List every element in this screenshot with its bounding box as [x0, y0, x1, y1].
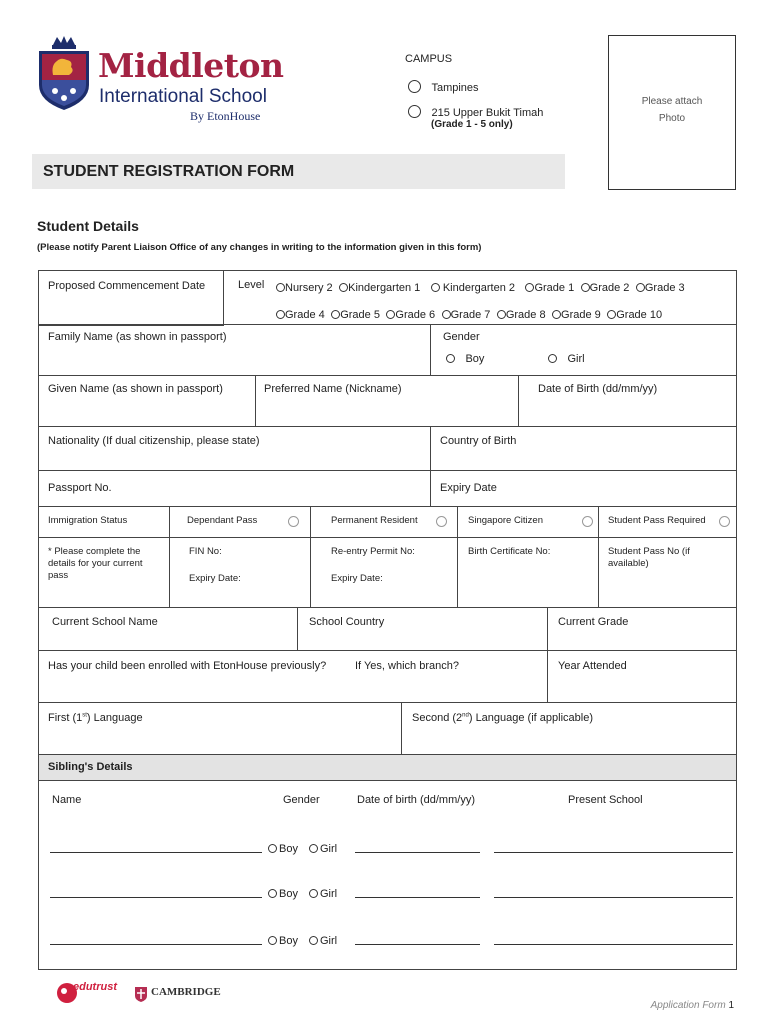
dependant-pass-radio[interactable] [288, 516, 299, 527]
radio-icon[interactable] [408, 105, 421, 118]
school-crest-icon [37, 35, 91, 111]
sibling-name-line[interactable] [50, 852, 262, 853]
edutrust-logo [55, 979, 117, 1011]
complete-note: * Please complete the details for your current pass [48, 546, 143, 581]
gender-boy-option[interactable]: Boy [446, 349, 484, 367]
sibling-col-name: Name [52, 794, 82, 806]
level-option[interactable]: Grade 3 [636, 282, 685, 294]
photo-line2: Photo [658, 113, 686, 124]
gender-label: Gender [443, 331, 480, 343]
siblings-heading: Sibling's Details [48, 761, 133, 773]
nationality-label: Nationality (If dual citizenship, please state) [48, 435, 260, 447]
singapore-citizen-label: Singapore Citizen [468, 515, 543, 526]
family-name-label: Family Name (as shown in passport) [48, 331, 227, 343]
level-option[interactable]: Grade 2 [581, 282, 630, 294]
campus-option-label: Tampines [431, 82, 479, 94]
level-option[interactable]: Grade 6 [386, 309, 435, 321]
sibling-boy-option[interactable]: Boy [268, 839, 298, 857]
fin-expiry-label: Expiry Date: [189, 573, 241, 584]
brand-name: Middleton [98, 46, 284, 85]
photo-line1: Please attach [641, 96, 703, 107]
fin-no-label: FIN No: [189, 546, 222, 557]
sibling-dob-line[interactable] [355, 852, 480, 853]
siblings-heading-bar [39, 755, 736, 781]
sibling-name-line[interactable] [50, 897, 262, 898]
student-pass-required-radio[interactable] [719, 516, 730, 527]
campus-label: CAMPUS [405, 53, 453, 65]
sibling-dob-line[interactable] [355, 944, 480, 945]
singapore-citizen-radio[interactable] [582, 516, 593, 527]
year-attended-label: Year Attended [558, 660, 627, 672]
level-options-row1 [276, 278, 687, 296]
reentry-expiry-label: Expiry Date: [331, 573, 383, 584]
sibling-dob-line[interactable] [355, 897, 480, 898]
brand-by: By EtonHouse [190, 109, 261, 123]
birth-cert-label: Birth Certificate No: [468, 546, 551, 557]
sibling-girl-option[interactable]: Girl [309, 931, 337, 949]
enrolled-question: Has your child been enrolled with EtonHouse previously? [48, 660, 327, 672]
sibling-girl-option[interactable]: Girl [309, 839, 337, 857]
given-name-label: Given Name (as shown in passport) [48, 383, 223, 395]
first-language-label: First (1st) Language [48, 712, 143, 724]
sibling-school-line[interactable] [494, 897, 733, 898]
level-option[interactable]: Grade 4 [276, 309, 325, 321]
commencement-label: Proposed Commencement Date [48, 280, 206, 292]
sibling-school-line[interactable] [494, 852, 733, 853]
level-option[interactable]: Kindergarten 2 [431, 282, 515, 294]
campus-note: (Grade 1 - 5 only) [431, 119, 513, 130]
immigration-label: Immigration Status [48, 515, 128, 526]
radio-icon[interactable] [408, 80, 421, 93]
student-pass-no-label: Student Pass No (if available) [608, 546, 690, 569]
level-option[interactable]: Grade 9 [552, 309, 601, 321]
country-birth-label: Country of Birth [440, 435, 517, 447]
sibling-school-line[interactable] [494, 944, 733, 945]
page-footer-label: Application Form 1 [650, 1000, 734, 1011]
cambridge-text: CAMBRIDGE [151, 986, 221, 998]
cambridge-logo [134, 985, 221, 1011]
page-number: 1 [728, 1000, 734, 1011]
level-option[interactable]: Grade 5 [331, 309, 380, 321]
brand-subtitle: International School [99, 86, 267, 107]
form-title: STUDENT REGISTRATION FORM [43, 163, 295, 180]
level-options-row2 [276, 305, 664, 323]
preferred-name-label: Preferred Name (Nickname) [264, 383, 402, 395]
level-option[interactable]: Grade 1 [525, 282, 574, 294]
permanent-resident-radio[interactable] [436, 516, 447, 527]
sibling-name-line[interactable] [50, 944, 262, 945]
reentry-permit-label: Re-entry Permit No: [331, 546, 415, 557]
photo-box[interactable] [608, 35, 736, 190]
level-option[interactable]: Grade 7 [442, 309, 491, 321]
level-option[interactable]: Nursery 2 [276, 282, 333, 294]
edutrust-text: edutrust [73, 981, 117, 993]
sibling-girl-option[interactable]: Girl [309, 884, 337, 902]
sibling-col-gender: Gender [283, 794, 320, 806]
dependant-pass-label: Dependant Pass [187, 515, 258, 526]
student-details-note: (Please notify Parent Liaison Office of any changes in writing to the information given in this form) [37, 242, 482, 253]
second-language-label: Second (2nd) Language (if applicable) [412, 712, 593, 724]
sibling-boy-option[interactable]: Boy [268, 931, 298, 949]
passport-label: Passport No. [48, 482, 112, 494]
form-title-bar [32, 154, 565, 189]
level-option[interactable]: Kindergarten 1 [339, 282, 420, 294]
current-grade-label: Current Grade [558, 616, 629, 628]
level-label: Level [238, 279, 265, 291]
school-country-label: School Country [309, 616, 385, 628]
current-school-label: Current School Name [52, 616, 158, 628]
gender-girl-option[interactable]: Girl [548, 349, 585, 367]
level-option[interactable]: Grade 10 [607, 309, 662, 321]
dob-label: Date of Birth (dd/mm/yy) [538, 383, 658, 395]
sibling-boy-option[interactable]: Boy [268, 884, 298, 902]
campus-option-tampines[interactable] [408, 78, 479, 96]
sibling-col-dob: Date of birth (dd/mm/yy) [357, 794, 475, 806]
permanent-resident-label: Permanent Resident [331, 515, 418, 526]
sibling-col-school: Present School [568, 794, 643, 806]
campus-option-label: 215 Upper Bukit Timah [431, 107, 544, 119]
student-pass-required-label: Student Pass Required [608, 515, 706, 526]
expiry-label: Expiry Date [440, 482, 497, 494]
student-details-heading: Student Details [37, 218, 139, 234]
level-option[interactable]: Grade 8 [497, 309, 546, 321]
which-branch-label: If Yes, which branch? [355, 660, 459, 672]
